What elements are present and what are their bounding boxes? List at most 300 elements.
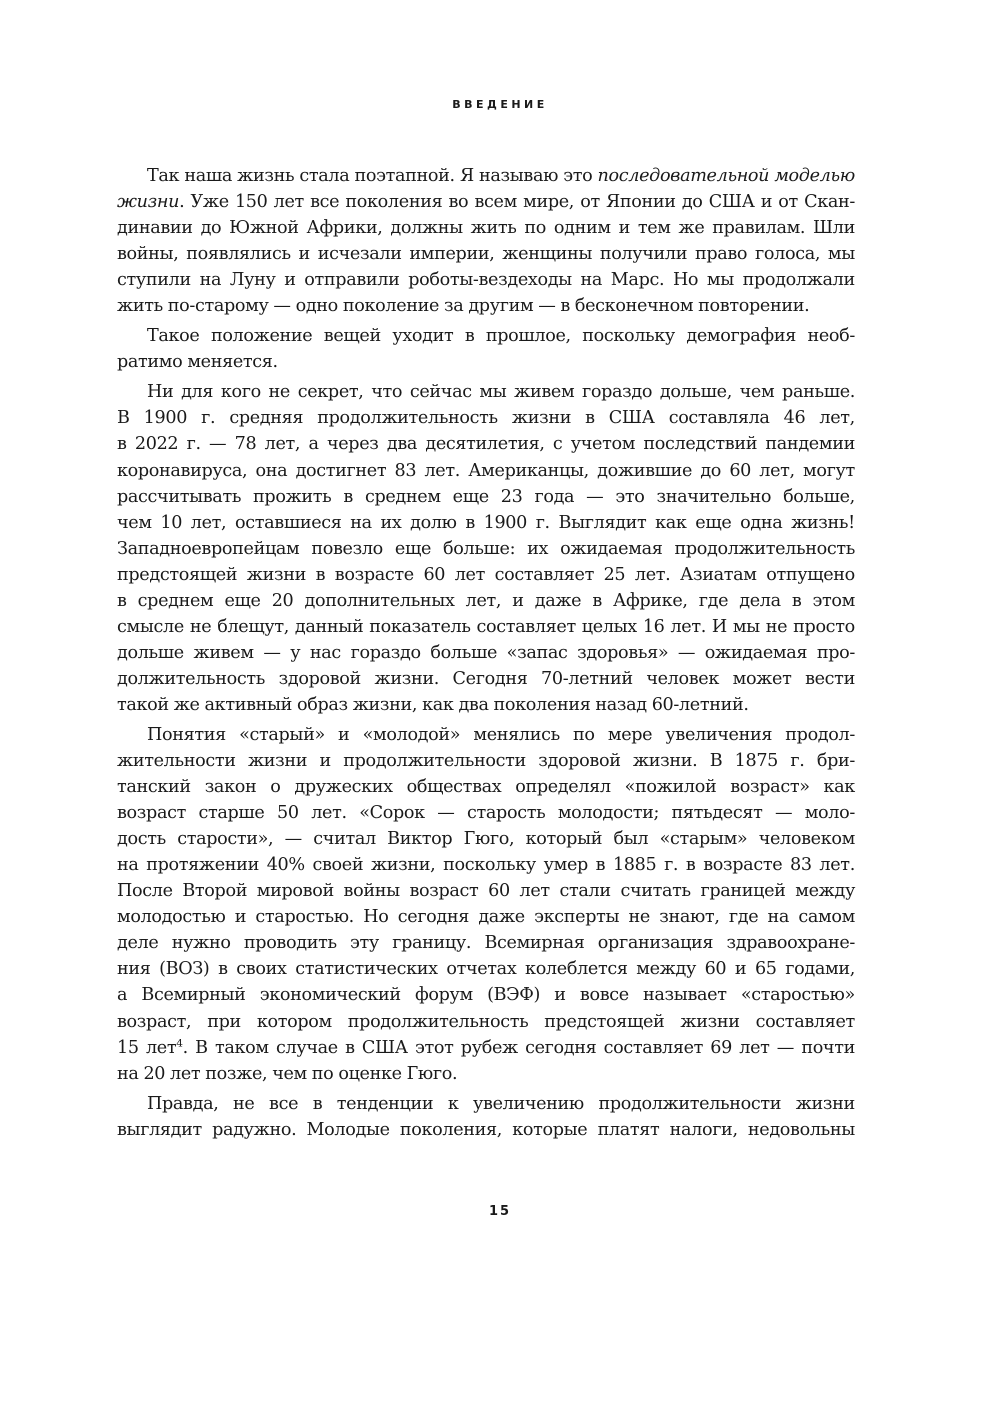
- word: недовольны: [747, 1119, 855, 1140]
- word: до: [681, 192, 703, 213]
- word: все: [269, 1093, 299, 1114]
- word: для: [181, 382, 214, 403]
- word: 1900: [143, 408, 188, 429]
- word: жизни,: [352, 694, 418, 715]
- word: и: [512, 590, 524, 611]
- word: чем: [117, 512, 152, 533]
- word: 60: [488, 881, 510, 902]
- word: стали: [559, 881, 611, 902]
- word: возраст,: [117, 1011, 192, 1032]
- word: года: [534, 486, 575, 507]
- word: 2022: [134, 434, 179, 455]
- word: (ВОЗ): [159, 959, 210, 980]
- word: получили: [599, 244, 688, 265]
- word: значительно: [656, 486, 772, 507]
- word: прошлое,: [485, 326, 571, 347]
- word: рубеж: [460, 1037, 518, 1058]
- word: сейчас: [409, 382, 472, 403]
- word: Понятия: [147, 724, 226, 745]
- word: больше,: [783, 486, 855, 507]
- word: оставшиеся: [235, 512, 342, 533]
- word: это: [563, 166, 593, 186]
- text-line: [117, 1091, 855, 1117]
- word: отпущено: [766, 564, 855, 585]
- word: сегодня: [525, 1037, 597, 1058]
- word: поколения: [493, 694, 591, 715]
- word: вовсе: [579, 985, 629, 1006]
- word: 60: [704, 959, 727, 980]
- word: составляет: [476, 616, 576, 637]
- word: предстоящей: [544, 1011, 665, 1032]
- text-line: [117, 215, 855, 241]
- word: ратимо: [117, 352, 183, 373]
- word: здоровой: [538, 751, 621, 772]
- word: которые: [512, 1119, 588, 1140]
- word: Шли: [813, 218, 855, 239]
- word: должны: [390, 218, 463, 239]
- text-line: [117, 588, 855, 614]
- word: г.: [790, 751, 805, 772]
- word: лет: [519, 881, 550, 902]
- word: могут: [803, 460, 855, 481]
- word: поколения: [345, 192, 443, 213]
- word: тем: [637, 218, 671, 239]
- word: котором: [256, 1011, 332, 1032]
- word: «старостью»: [740, 985, 855, 1006]
- word: среднем: [364, 486, 441, 507]
- word: рассчитывать: [117, 486, 242, 507]
- word: составляет: [603, 1037, 704, 1058]
- word: еще: [452, 486, 489, 507]
- word: старость: [467, 803, 546, 824]
- word: старости»,: [177, 829, 274, 850]
- word: старостью.: [255, 907, 354, 928]
- word: вещей: [323, 326, 381, 347]
- word: мире,: [523, 192, 575, 213]
- word: человеком: [758, 829, 855, 850]
- word: лет.: [670, 616, 706, 637]
- word: даже: [534, 590, 582, 611]
- word: возрасте: [703, 855, 783, 876]
- word: меняется.: [187, 352, 278, 373]
- word: моделью: [774, 166, 855, 186]
- word: стала: [299, 166, 350, 186]
- word: войны: [343, 881, 400, 902]
- word: в: [585, 408, 595, 429]
- word: возрасте: [334, 564, 414, 585]
- word: империи,: [409, 244, 495, 265]
- word: Я: [459, 166, 474, 186]
- word: и: [319, 751, 331, 772]
- word: секрет,: [297, 382, 364, 403]
- text-line: [117, 379, 855, 405]
- word: жизни.: [374, 668, 439, 689]
- word: США: [708, 192, 755, 213]
- word: платят: [597, 1119, 660, 1140]
- word: как: [655, 512, 687, 533]
- word: молодостью: [117, 907, 226, 928]
- word: их: [380, 512, 402, 533]
- word: два: [386, 434, 418, 455]
- word: лет$^4$.: [145, 1037, 188, 1058]
- word: еще: [394, 538, 432, 559]
- word: Южной: [229, 218, 299, 239]
- word: оценке: [338, 1063, 402, 1084]
- word: от: [580, 192, 600, 213]
- word: деле: [117, 933, 159, 954]
- word: должительность: [117, 668, 265, 689]
- word: «запас: [506, 642, 568, 663]
- text-line: [117, 189, 855, 215]
- word: 65: [754, 959, 777, 980]
- word: колеблется: [525, 959, 628, 980]
- word: одна: [740, 512, 783, 533]
- word: лет: [454, 564, 486, 585]
- word: не: [189, 616, 212, 637]
- word: Американцы,: [468, 460, 589, 481]
- word: жить: [117, 296, 163, 317]
- word: целых: [581, 616, 637, 637]
- word: повторении.: [698, 296, 810, 317]
- word: годами,: [785, 959, 855, 980]
- word: долю: [410, 512, 457, 533]
- word: и: [234, 907, 247, 928]
- word: не: [765, 616, 788, 637]
- word: достигнет: [295, 460, 387, 481]
- word: г.: [664, 855, 679, 876]
- text-line: [117, 293, 855, 319]
- word: Луну: [229, 270, 276, 291]
- word: пандемии: [765, 434, 855, 455]
- word: предстоящей: [117, 564, 238, 585]
- word: дружеских: [294, 777, 393, 798]
- word: между: [636, 959, 696, 980]
- text-line: [117, 748, 855, 774]
- word: 60: [729, 460, 751, 481]
- word: лет: [739, 1037, 770, 1058]
- word: —: [284, 829, 302, 850]
- text-line: [117, 982, 855, 1008]
- word: у: [290, 642, 301, 663]
- text-line: [117, 904, 855, 930]
- word: лет,: [819, 408, 855, 429]
- word: дость: [117, 829, 166, 850]
- word: «Сорок: [359, 803, 425, 824]
- word: всем: [474, 192, 517, 213]
- word: 1885: [612, 855, 657, 876]
- word: продолжительность: [317, 408, 498, 429]
- word: Всемирный: [141, 985, 246, 1006]
- text-line: [117, 878, 855, 904]
- word: —: [774, 803, 793, 824]
- word: появлялись: [186, 244, 291, 265]
- word: ния: [117, 959, 151, 980]
- word: молодости;: [557, 803, 660, 824]
- word: таком: [214, 1037, 269, 1058]
- word: форум: [414, 985, 473, 1006]
- word: И: [711, 616, 727, 637]
- word: не: [628, 907, 650, 928]
- word: «старым»: [659, 829, 748, 850]
- word: —: [263, 642, 281, 663]
- word: 69: [710, 1037, 732, 1058]
- word: вести: [805, 668, 855, 689]
- word: другим: [468, 296, 534, 317]
- word: Гюго,: [463, 829, 515, 850]
- body-text: [117, 163, 855, 1143]
- word: который: [525, 829, 603, 850]
- word: ожидаемая: [704, 642, 808, 663]
- word: 70-летний: [541, 668, 633, 689]
- text-line: [117, 1035, 855, 1061]
- word: мы: [706, 270, 734, 291]
- word: по: [524, 218, 546, 239]
- word: показатель: [369, 616, 471, 637]
- word: правилам.: [712, 218, 806, 239]
- word: 78: [234, 434, 257, 455]
- word: же: [678, 218, 705, 239]
- word: жизни: [246, 564, 306, 585]
- word: 50: [277, 803, 299, 824]
- word: и: [284, 270, 296, 291]
- word: сегодня: [397, 907, 470, 928]
- word: при: [207, 1011, 241, 1032]
- word: знают,: [659, 907, 720, 928]
- text-line: [117, 930, 855, 956]
- word: активный: [204, 694, 293, 715]
- word: Выглядит: [558, 512, 647, 533]
- word: —: [586, 486, 604, 507]
- word: Но: [363, 907, 389, 928]
- text-line: [117, 484, 855, 510]
- word: этот: [415, 1037, 454, 1058]
- text-line: [117, 405, 855, 431]
- word: Азиатам: [680, 564, 757, 585]
- word: Марс.: [610, 270, 665, 291]
- word: поколения,: [399, 1119, 503, 1140]
- word: чем: [272, 1063, 307, 1084]
- word: В: [709, 751, 723, 772]
- word: средняя: [229, 408, 304, 429]
- word: 60: [423, 564, 446, 585]
- word: 20: [271, 590, 294, 611]
- word: 150: [234, 192, 268, 213]
- word: Японии: [606, 192, 676, 213]
- word: жительности: [117, 751, 236, 772]
- word: их: [527, 538, 549, 559]
- word: г.: [535, 512, 550, 533]
- word: и: [618, 218, 630, 239]
- word: танский: [117, 777, 191, 798]
- text-line: [117, 774, 855, 800]
- word: жизнь!: [791, 512, 855, 533]
- word: лет.: [819, 855, 855, 876]
- word: и: [298, 244, 310, 265]
- word: старше: [198, 803, 265, 824]
- word: отчетах: [446, 959, 517, 980]
- word: жизни.: [632, 751, 698, 772]
- word: в: [312, 1093, 323, 1114]
- word: повезло: [311, 538, 383, 559]
- word: мере: [607, 724, 653, 745]
- word: позже,: [205, 1063, 268, 1084]
- text-line: [117, 349, 855, 375]
- word: по: [573, 724, 595, 745]
- word: до: [700, 460, 722, 481]
- word: увеличению: [473, 1093, 584, 1114]
- word: же: [173, 694, 200, 715]
- word: здоровья»: [577, 642, 669, 663]
- word: определял: [515, 777, 611, 798]
- word: Такое: [147, 326, 200, 347]
- word: был: [613, 829, 649, 850]
- word: «пожилой: [624, 777, 717, 798]
- word: жить: [470, 218, 517, 239]
- word: даже: [478, 907, 525, 928]
- word: продолжительность: [674, 538, 855, 559]
- word: в: [345, 1037, 355, 1058]
- word: с: [552, 434, 563, 455]
- word: последовательной: [597, 166, 770, 186]
- text-line: [117, 458, 855, 484]
- text-line: [117, 536, 855, 562]
- word: закон: [204, 777, 257, 798]
- text-line: [117, 267, 855, 293]
- word: в: [791, 590, 802, 611]
- word: мировой: [256, 881, 334, 902]
- word: и: [760, 192, 773, 213]
- word: ожидаемая: [560, 538, 663, 559]
- word: жизни: [795, 1093, 855, 1114]
- word: дополнительных: [304, 590, 455, 611]
- page-number: 15: [488, 1204, 512, 1219]
- word: продолжали: [742, 270, 855, 291]
- word: поскольку: [582, 326, 675, 347]
- word: не: [233, 1093, 255, 1114]
- word: прожить: [253, 486, 332, 507]
- word: все: [310, 192, 340, 213]
- word: во: [448, 192, 469, 213]
- word: лет,: [264, 434, 301, 455]
- word: в: [315, 564, 326, 585]
- word: тенденции: [336, 1093, 434, 1114]
- word: Сегодня: [452, 668, 528, 689]
- word: своих: [236, 959, 287, 980]
- word: Африке,: [613, 590, 688, 611]
- word: организация: [597, 933, 714, 954]
- word: Западноевропейцам: [117, 538, 300, 559]
- word: случае: [276, 1037, 338, 1058]
- word: здравоохране-: [726, 933, 855, 954]
- word: этом: [812, 590, 855, 611]
- word: Уже: [190, 192, 229, 213]
- word: наша: [184, 166, 232, 186]
- word: и: [734, 959, 747, 980]
- word: смысле: [117, 616, 184, 637]
- word: поколение: [342, 296, 440, 317]
- text-line: [117, 640, 855, 666]
- word: от: [778, 192, 798, 213]
- text-line: [117, 1009, 855, 1035]
- word: составляет: [494, 564, 594, 585]
- word: живем: [193, 642, 254, 663]
- word: обществах: [406, 777, 502, 798]
- word: —: [209, 434, 227, 455]
- word: Второй: [182, 881, 248, 902]
- word: учетом: [570, 434, 636, 455]
- text-line: [117, 800, 855, 826]
- text-line: [117, 562, 855, 588]
- word: голоса,: [755, 244, 821, 265]
- word: радужно.: [212, 1119, 297, 1140]
- word: проводить: [243, 933, 337, 954]
- word: раньше.: [782, 382, 855, 403]
- word: нужно: [171, 933, 231, 954]
- word: поскольку: [443, 855, 536, 876]
- word: жизни: [247, 751, 308, 772]
- word: дольше: [117, 642, 184, 663]
- word: про-: [816, 642, 855, 663]
- word: 83: [394, 460, 417, 481]
- text-line: [117, 852, 855, 878]
- word: —: [677, 642, 696, 663]
- word: продол-: [785, 724, 855, 745]
- word: через: [326, 434, 379, 455]
- word: на: [767, 907, 790, 928]
- word: составляет: [755, 1011, 855, 1032]
- word: а: [117, 985, 128, 1006]
- word: коронавируса,: [117, 460, 248, 481]
- word: может: [732, 668, 792, 689]
- word: мы: [479, 382, 507, 403]
- word: роботы-вездеходы: [408, 270, 572, 291]
- word: одним: [553, 218, 611, 239]
- word: лет: [170, 1063, 201, 1084]
- word: налоги,: [669, 1119, 738, 1140]
- word: Африки,: [306, 218, 383, 239]
- text-line: [117, 614, 855, 640]
- word: по-старому: [167, 296, 269, 317]
- word: В: [117, 408, 130, 429]
- word: нас: [309, 642, 341, 663]
- word: на: [117, 1063, 139, 1084]
- word: и: [554, 985, 566, 1006]
- word: После: [117, 881, 173, 902]
- running-head: ВВЕДЕНИЕ: [452, 98, 548, 111]
- word: в: [592, 590, 602, 611]
- word: умер: [543, 855, 588, 876]
- word: в: [117, 590, 127, 611]
- word: статистических: [295, 959, 438, 980]
- word: возраст: [409, 881, 479, 902]
- text-line: [117, 431, 855, 457]
- word: продолжительности: [598, 1093, 782, 1114]
- word: эту: [350, 933, 379, 954]
- text-line: [117, 241, 855, 267]
- word: войны,: [117, 244, 179, 265]
- word: чем: [739, 382, 775, 403]
- word: одно: [295, 296, 338, 317]
- word: право: [694, 244, 748, 265]
- word: последствий: [643, 434, 758, 455]
- word: еще: [224, 590, 261, 611]
- word: где: [698, 590, 729, 611]
- word: что: [371, 382, 403, 403]
- word: протяжении: [146, 855, 259, 876]
- text-line: [117, 1061, 855, 1087]
- word: пятьдесят: [671, 803, 763, 824]
- word: к: [447, 1093, 459, 1114]
